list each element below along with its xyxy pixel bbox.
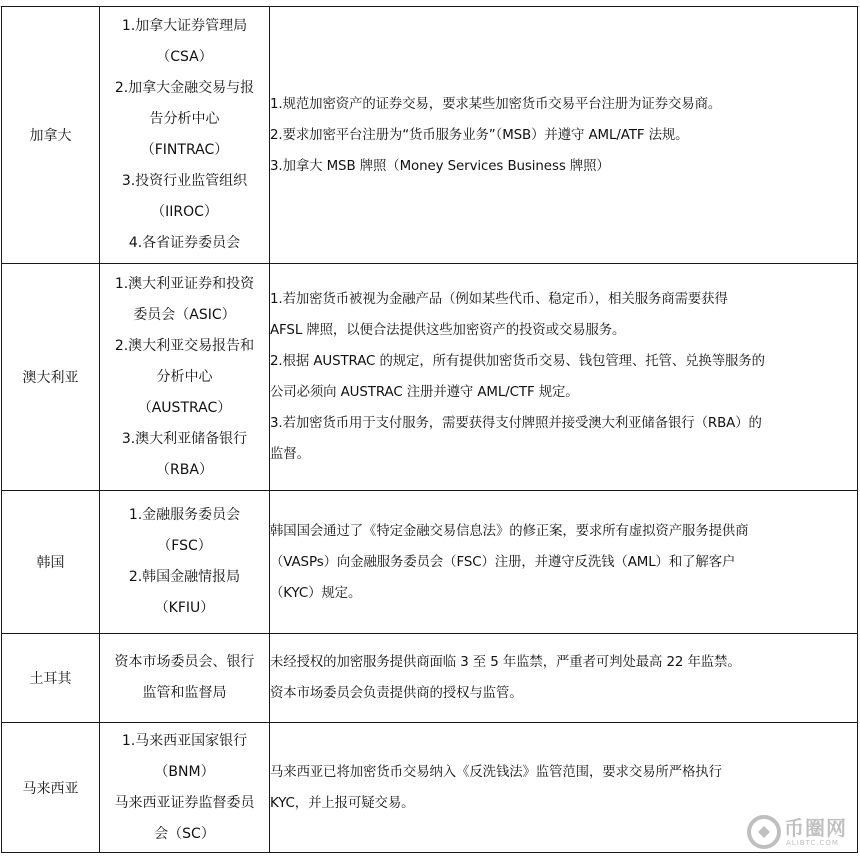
description-cell <box>270 264 858 491</box>
regulator-line: 告分析中心 <box>149 111 220 127</box>
description-line: 未经授权的加密服务提供商面临 3 至 5 年监禁，严重者可判处最高 22 年监禁。 <box>270 655 741 670</box>
description-line: 1.若加密货币被视为金融产品（例如某些代币、稳定币），相关服务商需要获得 <box>270 292 728 307</box>
regulator-line: 分析中心 <box>156 368 213 385</box>
regulator-line: 2.澳大利亚交易报告和 <box>114 337 255 354</box>
regulator-line: （AUSTRAC） <box>137 399 232 416</box>
regulator-line: 4.各省证券委员会 <box>128 235 241 251</box>
watermark-domain: ALIBTC.COM <box>786 839 839 847</box>
regulator-line: （CSA） <box>156 49 213 65</box>
regulators-cell <box>100 264 270 491</box>
regulator-line: 1.马来西亚国家银行 <box>121 732 248 749</box>
description-cell <box>270 491 858 634</box>
regulator-line: （KFIU） <box>154 600 215 616</box>
description-line: 3.若加密货币用于支付服务，需要获得支付牌照并接受澳大利亚储备银行（RBA）的 <box>270 416 762 431</box>
regulator-line: 马来西亚证券监督委员 <box>114 794 255 811</box>
regulator-line: （RBA） <box>156 461 213 478</box>
coin-logo-icon <box>744 812 784 852</box>
regulation-table <box>1 6 858 853</box>
regulator-line: 监管和监督局 <box>142 685 227 701</box>
regulator-line: 2.加拿大金融交易与报 <box>114 80 255 96</box>
table-row <box>2 491 858 634</box>
regulators-cell <box>100 723 270 853</box>
description-line: 2.根据 AUSTRAC 的规定，所有提供加密货币交易、钱包管理、托管、兑换等服务的 <box>270 354 765 369</box>
regulator-line: 会（SC） <box>154 825 215 842</box>
description-line: 资本市场委员会负责提供商的授权与监管。 <box>270 686 523 701</box>
description-line: AFSL 牌照，以便合法提供这些加密资产的投资或交易服务。 <box>270 323 626 338</box>
regulator-line: 1.加拿大证券管理局 <box>121 18 248 34</box>
description-line: 监督。 <box>270 447 310 462</box>
regulator-line: 资本市场委员会、银行 <box>114 654 255 670</box>
regulator-line: （IIROC） <box>151 204 218 220</box>
table-row <box>2 634 858 723</box>
regulator-line: 委员会（ASIC） <box>133 306 236 323</box>
regulator-line: 3.澳大利亚储备银行 <box>121 430 248 447</box>
regulator-line: 2.韩国金融情报局 <box>128 569 241 585</box>
regulator-line: （FSC） <box>157 538 212 554</box>
description-line: （KYC）规定。 <box>270 585 362 601</box>
country-cell: 马来西亚 <box>2 723 100 853</box>
table-row <box>2 264 858 491</box>
regulator-line: 1.金融服务委员会 <box>128 507 241 523</box>
regulators-cell <box>100 634 270 723</box>
table-row <box>2 7 858 264</box>
description-cell <box>270 634 858 723</box>
description-line: KYC，并上报可疑交易。 <box>270 795 415 811</box>
description-line: 韩国国会通过了《特定金融交易信息法》的修正案，要求所有虚拟资产服务提供商 <box>270 523 749 539</box>
watermark-name: 币圈网 <box>784 816 847 840</box>
regulator-line: 1.澳大利亚证券和投资 <box>114 275 255 292</box>
country-cell: 澳大利亚 <box>2 264 100 491</box>
description-line: （VASPs）向金融服务委员会（FSC）注册，并遵守反洗钱（AML）和了解客户 <box>270 554 736 570</box>
regulator-line: 3.投资行业监管组织 <box>121 173 248 189</box>
description-line: 2.要求加密平台注册为“货币服务业务”（MSB）并遵守 AML/ATF 法规。 <box>270 127 689 143</box>
regulator-line: （FINTRAC） <box>140 142 229 158</box>
description-cell <box>270 7 858 264</box>
country-cell: 加拿大 <box>2 7 100 264</box>
watermark-logo <box>744 808 854 854</box>
country-cell: 韩国 <box>2 491 100 634</box>
description-line: 1.规范加密资产的证券交易，要求某些加密货币交易平台注册为证券交易商。 <box>270 96 722 112</box>
regulator-line: （BNM） <box>154 763 215 780</box>
description-line: 马来西亚已将加密货币交易纳入《反洗钱法》监管范围，要求交易所严格执行 <box>270 764 722 780</box>
regulators-cell <box>100 491 270 634</box>
country-cell: 土耳其 <box>2 634 100 723</box>
table-row <box>2 723 858 853</box>
description-line: 公司必须向 AUSTRAC 注册并遵守 AML/CTF 规定。 <box>270 385 579 400</box>
regulators-cell <box>100 7 270 264</box>
description-line: 3.加拿大 MSB 牌照（Money Services Business 牌照） <box>270 158 610 174</box>
